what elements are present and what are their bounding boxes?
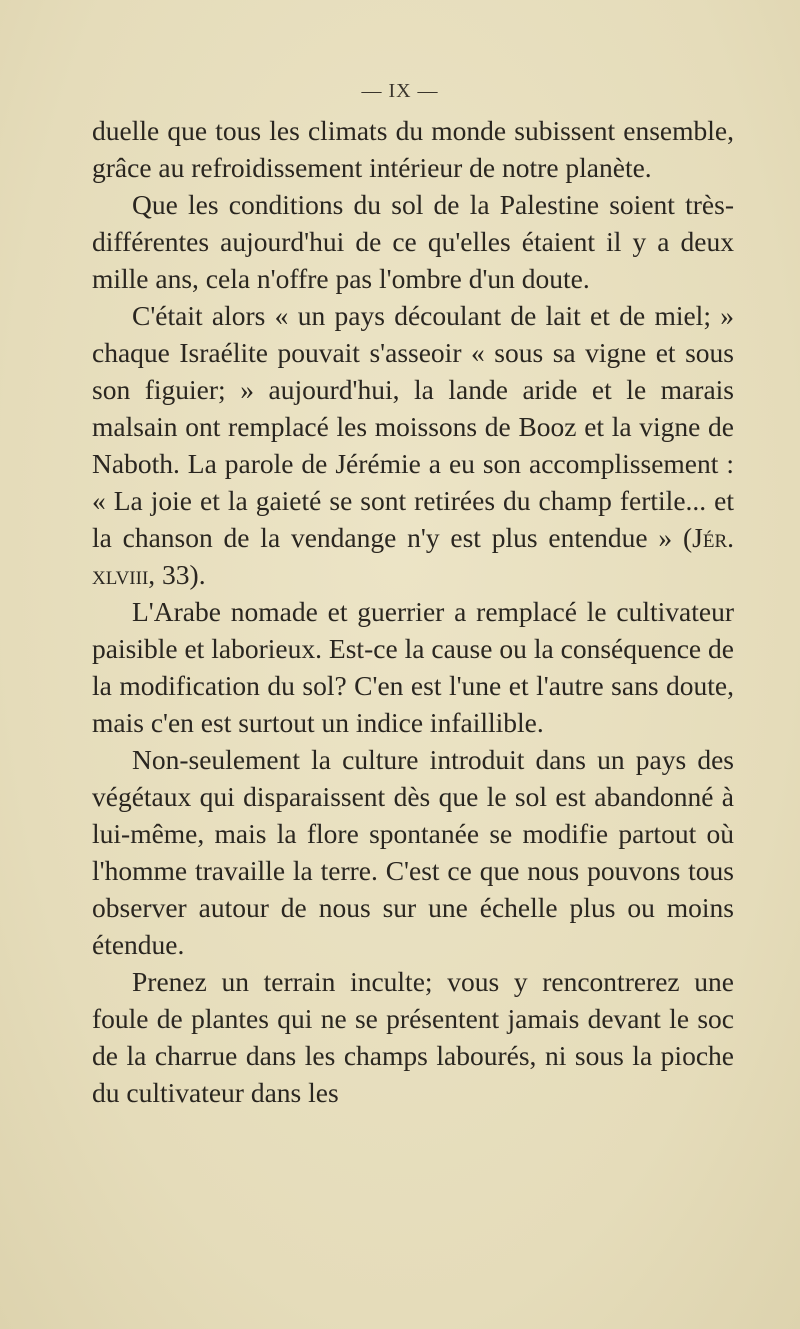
citation-book: Jér. bbox=[692, 522, 735, 553]
citation-open: ( bbox=[682, 522, 693, 553]
paragraph-palestine: Que les conditions du sol de la Palestine soient très-différentes aujourd'hui de ce qu'elles étaient il y a deux mille ans, cela n'offre pas l'ombre d'un doute. bbox=[92, 189, 734, 294]
paragraph-culture: Non-seulement la culture introduit dans un pays des végétaux qui disparaissent dès que le sol est abandonné à lui-même, mais la flore spontanée se modifie partout où l'homme travaille la terre. C'est ce que nous pouvons tous observer autour de nous sur une échelle plus ou moins étendue. bbox=[92, 744, 734, 960]
paragraph-continued: duelle que tous les climats du monde subissent ensemble, grâce au refroidissement intérieur de notre planète. bbox=[92, 115, 734, 183]
citation-close: ). bbox=[189, 559, 206, 590]
paragraph-arabe: L'Arabe nomade et guerrier a remplacé le cultivateur paisible et laborieux. Est-ce la cause ou la conséquence de la modification du sol? C'en est l'une et l'autre sans doute, mais c'en est surtout un indice infaillible. bbox=[92, 596, 734, 738]
citation-ref: xlviii, 33 bbox=[92, 559, 190, 590]
paragraph-jeremie bbox=[92, 297, 734, 593]
paragraph-terrain: Prenez un terrain inculte; vous y rencontrerez une foule de plantes qui ne se présentent jamais devant le soc de la charrue dans les champs labourés, ni sous la pioche du cultivateur dans les bbox=[92, 966, 734, 1108]
page-number: — IX — bbox=[361, 80, 439, 102]
paragraph-jeremie-text: C'était alors « un pays découlant de lait et de miel; » chaque Israélite pouvait s'asseoir « sous sa vigne et sous son figuier; » aujourd'hui, la lande aride et le marais malsain ont remplacé les moissons de Booz et la vigne de Naboth. La parole de Jérémie a eu son accomplissement : « La joie et la gaieté se sont retirées du champ fertile... et la chanson de la vendange n'y est plus entendue » bbox=[92, 300, 734, 553]
body-text bbox=[92, 112, 734, 1111]
